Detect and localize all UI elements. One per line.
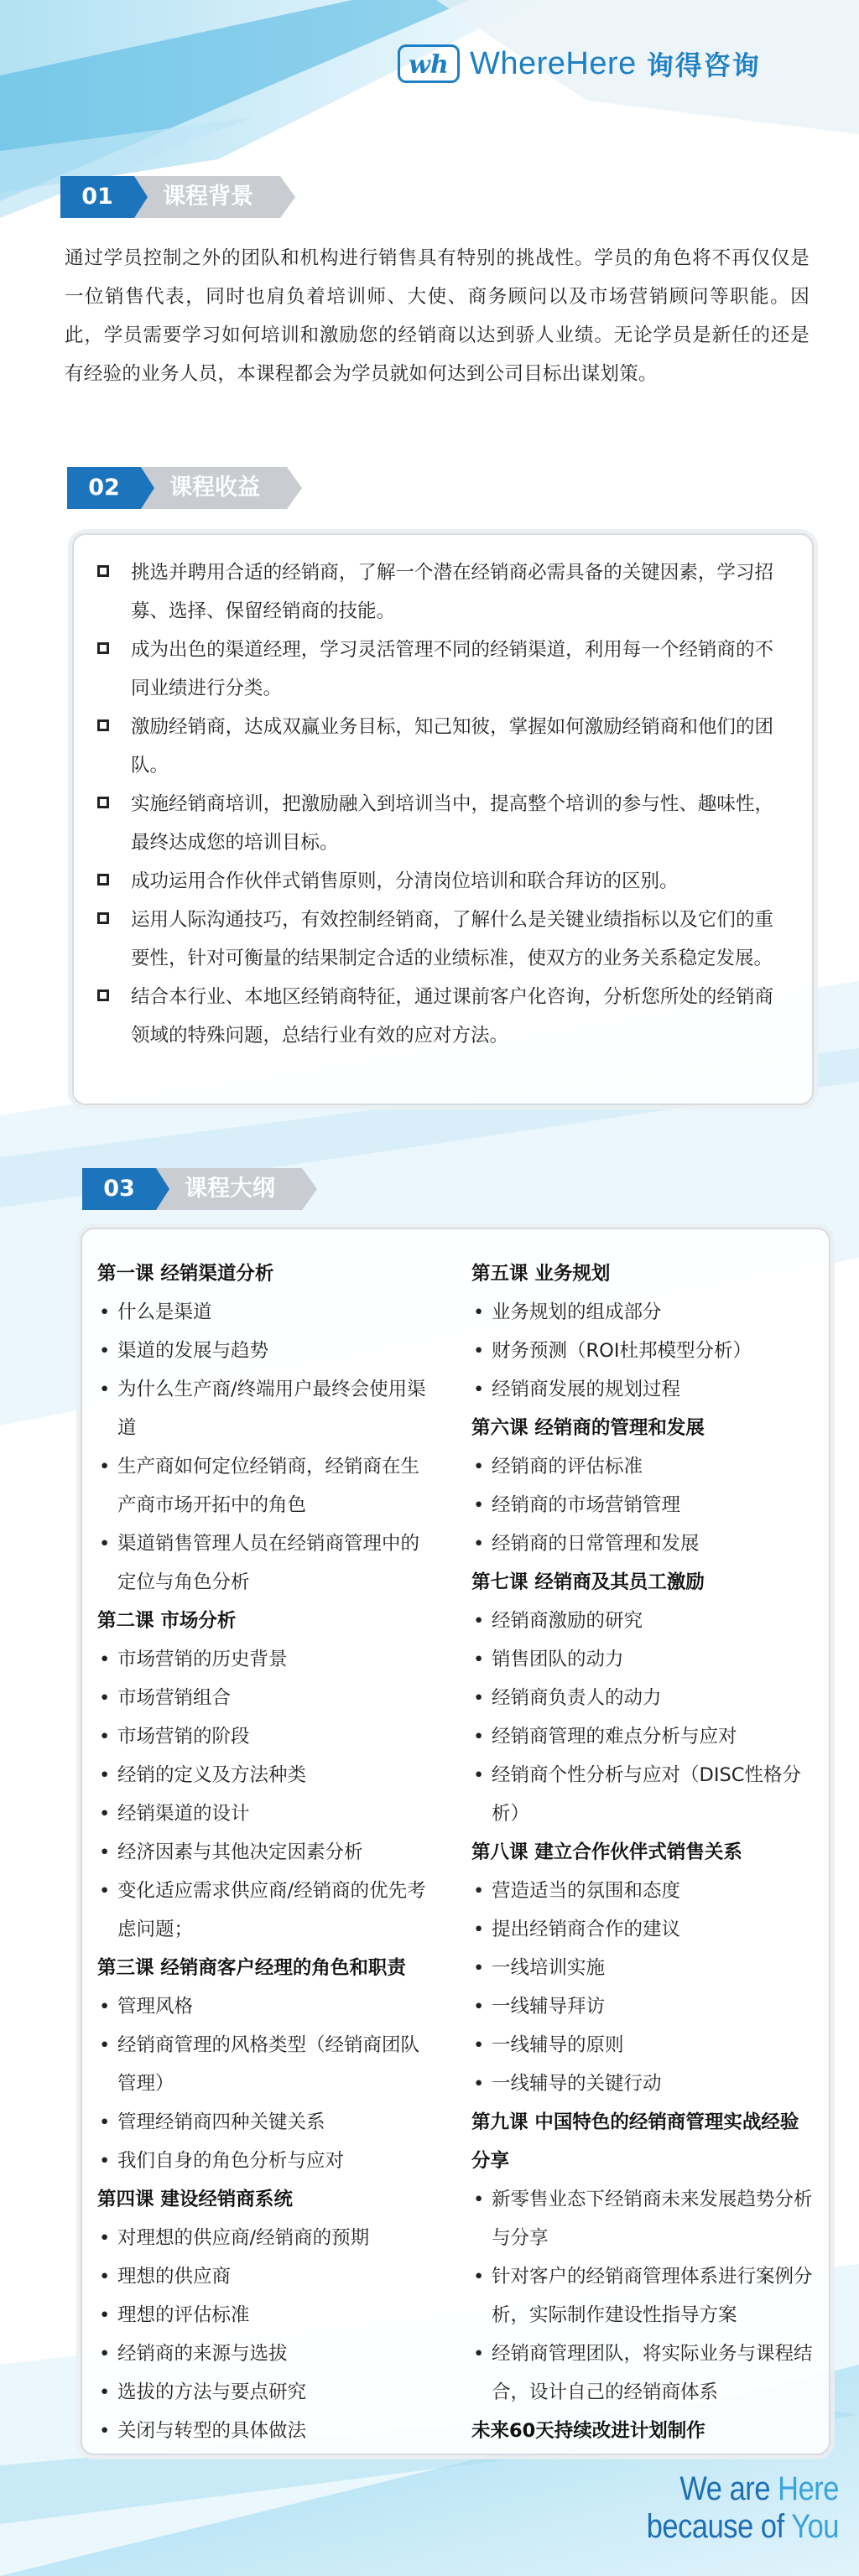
lesson-item: • 经销商管理团队，将实际业务与课程结合，设计自己的经销商体系 [471, 2334, 815, 2412]
lesson-item: • 选拔的方法与要点研究 [97, 2373, 436, 2412]
section-number: 02 [67, 467, 141, 509]
benefit-item: 结合本行业、本地区经销商特征，通过课前客户化咨询，分析您所处的经销商领域的特殊问题，总结行业有效的应对方法。 [97, 978, 773, 1055]
lesson-item: • 经销的定义及方法种类 [97, 1756, 436, 1794]
lesson-title: 第八课 建立合作伙伴式销售关系 [471, 1841, 742, 1863]
lesson-item: • 管理风格 [97, 1987, 436, 2026]
lesson-item: • 生产商如何定位经销商，经销商在生产商市场开拓中的角色 [97, 1447, 436, 1524]
background-paragraph: 通过学员控制之外的团队和机构进行销售具有特别的挑战性。学员的角色将不再仅仅是一位销售代表，同时也肩负着培训师、大使、商务顾问以及市场营销顾问等职能。因此，学员需要学习如何培训和激励您的经销商以达到骄人业绩。无论学员是新任的还是有经验的业务人员，本课程都会为学员就如何达到公司目标出谋划策。 [65, 247, 810, 385]
lesson-title: 第四课 建设经销商系统 [97, 2189, 293, 2210]
benefit-item: 实施经销商培训，把激励融入到培训当中，提高整个培训的参与性、趣味性，最终达成您的培训目标。 [97, 785, 773, 862]
section-title: 课程收益 [139, 467, 287, 509]
footer-slogan: We are Here because of You [646, 2470, 839, 2545]
benefits-box [72, 533, 814, 1105]
lesson-item: • 经销商的市场营销管理 [471, 1486, 815, 1524]
lesson-item: • 针对客户的经销商管理体系进行案例分析，实际制作建设性指导方案 [471, 2257, 815, 2334]
benefit-item: 挑选并聘用合适的经销商，了解一个潜在经销商必需具备的关键因素，学习招募、选择、保留经销商的技能。 [97, 553, 773, 631]
section-number: 03 [82, 1168, 156, 1210]
checkbox-icon [97, 874, 109, 886]
lesson-title: 第六课 经销商的管理和发展 [471, 1417, 705, 1439]
logo-mark: wh [398, 44, 460, 83]
lesson-item: • 管理经销商四种关键关系 [97, 2103, 436, 2142]
lesson-item: • 我们自身的角色分析与应对 [97, 2142, 436, 2180]
checkbox-icon [97, 912, 109, 924]
lesson-item: • 什么是渠道 [97, 1293, 436, 1332]
lesson-item: • 经销商的评估标准 [471, 1447, 815, 1486]
lesson-item: • 经销商负责人的动力 [471, 1679, 815, 1717]
lesson-item: • 营造适当的氛围和态度 [471, 1872, 815, 1910]
lesson-item: • 经销商管理的风格类型（经销商团队管理） [97, 2026, 436, 2103]
checkbox-icon [97, 565, 109, 577]
lesson-item: • 经销商的来源与选拔 [97, 2334, 436, 2373]
lesson-item: • 新零售业态下经销商未来发展趋势分析与分享 [471, 2180, 815, 2257]
lesson-title: 第二课 市场分析 [97, 1610, 237, 1632]
lesson-item: • 一线辅导拜访 [471, 1987, 815, 2026]
lesson-item: • 市场营销的阶段 [97, 1717, 436, 1756]
lesson-title: 第七课 经销商及其员工激励 [471, 1571, 705, 1593]
brand-name-en: WhereHere [470, 45, 637, 81]
section-header-outline [82, 1168, 302, 1210]
lesson-item: • 渠道销售管理人员在经销商管理中的定位与角色分析 [97, 1524, 436, 1602]
lesson-item: • 经销商发展的规划过程 [471, 1370, 815, 1409]
lesson-item: • 市场营销组合 [97, 1679, 436, 1717]
lesson-item: • 变化适应需求供应商/经销商的优先考虑问题； [97, 1872, 436, 1949]
lesson-item: • 经济因素与其他决定因素分析 [97, 1833, 436, 1872]
lesson-item: • 市场营销的历史背景 [97, 1640, 436, 1679]
lesson-item: • 经销商个性分析与应对（DISC性格分析） [471, 1756, 815, 1833]
section-header-benefits [67, 467, 287, 509]
lesson-item: • 经销商管理的难点分析与应对 [471, 1717, 815, 1756]
lesson-item: • 一线培训实施 [471, 1949, 815, 1987]
brand-name-cn: 询得咨询 [646, 49, 761, 81]
lesson-item: • 一线辅导的关键行动 [471, 2064, 815, 2103]
lesson-item: • 为什么生产商/终端用户最终会使用渠道 [97, 1370, 436, 1447]
lesson-item: • 理想的供应商 [97, 2257, 436, 2296]
checkbox-icon [97, 797, 109, 808]
lesson-item: • 经销渠道的设计 [97, 1794, 436, 1833]
lesson-item: • 理想的评估标准 [97, 2296, 436, 2334]
section-header-background [60, 176, 280, 218]
lesson-title: 第三课 经销商客户经理的角色和职责 [97, 1957, 406, 1979]
lesson-item: • 对理想的供应商/经销商的预期 [97, 2219, 436, 2257]
lesson-item: • 经销商的日常管理和发展 [471, 1524, 815, 1563]
benefit-item: 成为出色的渠道经理，学习灵活管理不同的经销渠道，利用每一个经销商的不同业绩进行分类。 [97, 631, 773, 708]
lesson-title: 第五课 业务规划 [471, 1263, 611, 1285]
lesson-item: • 一线辅导的原则 [471, 2026, 815, 2064]
lesson-item: • 销售团队的动力 [471, 1640, 815, 1679]
section-number: 01 [60, 176, 134, 218]
lesson-item: • 关闭与转型的具体做法 [97, 2412, 436, 2450]
benefit-item: 成功运用合作伙伴式销售原则，分清岗位培训和联合拜访的区别。 [97, 862, 773, 901]
benefit-item: 激励经销商，达成双赢业务目标，知己知彼，掌握如何激励经销商和他们的团队。 [97, 708, 773, 785]
closing-line: 未来60天持续改进计划制作 [471, 2420, 705, 2442]
benefit-item: 运用人际沟通技巧，有效控制经销商，了解什么是关键业绩指标以及它们的重要性，针对可衡量的结果制定合适的业绩标准，使双方的业务关系稳定发展。 [97, 901, 773, 978]
outline-right-column [471, 1254, 815, 2450]
checkbox-icon [97, 642, 109, 654]
lesson-item: • 财务预测（ROI杜邦模型分析） [471, 1332, 815, 1370]
lesson-item: • 提出经销商合作的建议 [471, 1910, 815, 1949]
lesson-title: 第一课 经销渠道分析 [97, 1263, 274, 1285]
brand-logo [398, 42, 761, 86]
outline-box [81, 1228, 830, 2455]
outline-left-column [97, 1254, 436, 2450]
section-title: 课程背景 [133, 176, 280, 218]
section-title: 课程大纲 [154, 1168, 302, 1210]
lesson-item: • 渠道的发展与趋势 [97, 1332, 436, 1370]
checkbox-icon [97, 719, 109, 731]
lesson-item: • 经销商激励的研究 [471, 1602, 815, 1640]
lesson-title: 第九课 中国特色的经销商管理实战经验分享 [471, 2111, 799, 2172]
checkbox-icon [97, 989, 109, 1001]
lesson-item: • 业务规划的组成部分 [471, 1293, 815, 1332]
